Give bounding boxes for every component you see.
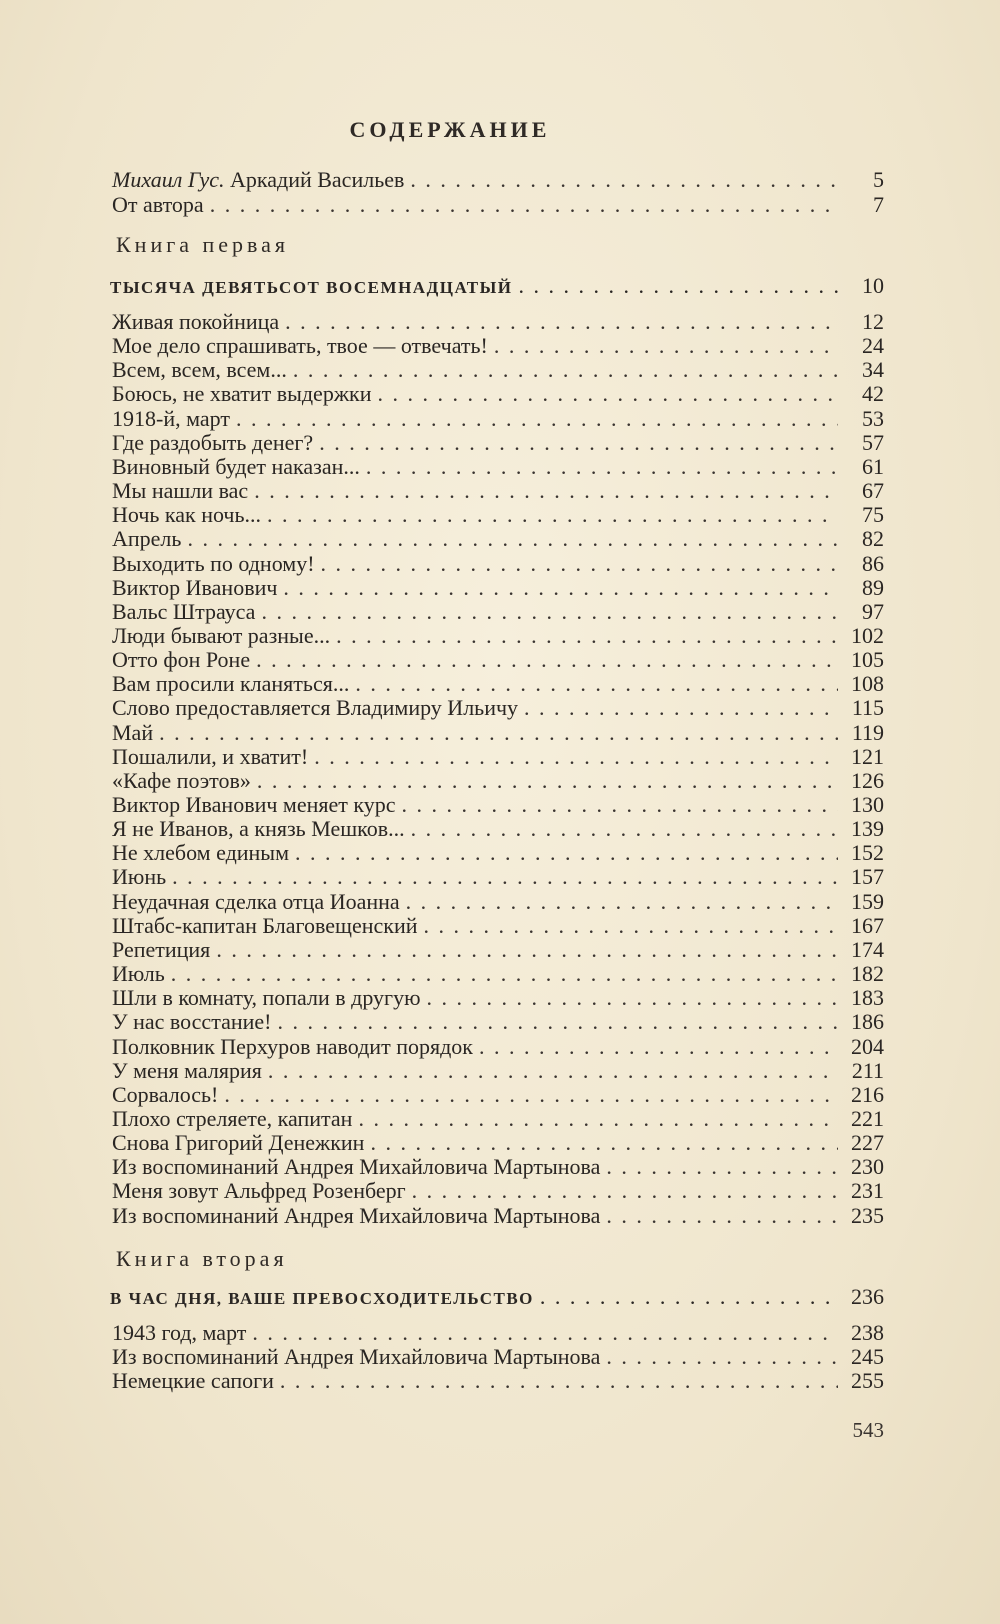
toc-entry-page: 139 [851,816,884,842]
toc-entry-page: 34 [862,357,884,383]
toc-entry-title: Виктор Иванович [112,574,278,600]
part-heading [110,273,884,298]
toc-entry [112,430,884,455]
dot-leader [406,889,838,914]
toc-entry-page: 24 [862,333,884,359]
toc-entry [112,647,884,672]
toc-entry [112,454,884,479]
toc-entry [112,1009,884,1034]
toc-entry-title: Репетиция [112,936,211,962]
toc-entry [112,599,884,624]
toc-entry-page: 75 [862,502,884,528]
dot-leader [370,1130,838,1155]
toc-entry-title: Полковник Перхуров наводит порядок [112,1033,473,1059]
toc-entry-author: Михаил Гус. [112,167,225,192]
toc-entry-title: Шли в комнату, попали в другую [112,985,421,1011]
dot-leader [283,575,838,600]
toc-entry-page: 53 [862,405,884,431]
toc-entry-page: 159 [851,888,884,914]
toc-entry-title: Июль [112,961,165,987]
dot-leader [277,1009,838,1034]
toc-entry [112,1344,884,1369]
toc-entry [112,744,884,769]
toc-entry-title: «Кафе поэтов» [112,767,251,793]
toc-entry [112,889,884,914]
dot-leader [424,913,839,938]
dot-leader [267,502,838,527]
toc-entry [112,406,884,431]
dot-leader [256,647,838,672]
toc-entry-page: 5 [873,167,884,192]
toc-entry-title: Виновный будет наказан... [112,453,360,479]
toc-entry [112,167,884,192]
toc-entry-title: Не хлебом единым [112,840,290,866]
toc-entry [112,1130,884,1155]
page-number: 543 [852,1418,884,1442]
dot-leader [366,454,838,479]
toc-entry-page: 238 [851,1320,884,1345]
dot-leader [261,599,838,624]
dot-leader [606,1203,838,1228]
dot-leader [494,333,838,358]
toc-entry [112,309,884,334]
toc-entry-page: 174 [851,936,884,962]
toc-entry-text: Аркадий Васильев [230,167,405,192]
toc-entry-page: 152 [851,840,884,866]
toc-entry [112,937,884,962]
toc-entry-title: Июнь [112,864,167,890]
toc-entry-page: 121 [851,743,884,769]
toc-entry [112,1178,884,1203]
dot-leader [254,478,838,503]
toc-entry-page: 211 [851,1057,884,1083]
toc-entry [112,526,884,551]
toc-entry-page: 67 [862,478,884,504]
toc-entry [112,551,884,576]
toc-entry-page: 102 [851,622,884,648]
toc-entry [112,864,884,889]
toc-entry [112,1082,884,1107]
toc-entry-title: Виктор Иванович меняет курс [112,792,396,817]
toc-entry-title: Живая покойница [112,309,280,334]
toc-entry [112,671,884,696]
toc-entry-page: 221 [851,1105,884,1131]
toc-entry-title: От автора [112,192,204,217]
dot-leader [236,406,838,431]
toc-entry [112,1203,884,1228]
dot-leader [412,1178,838,1203]
toc-entry-title: Пошалили, и хватит! [112,743,309,769]
book-two-label: Книга вторая [116,1246,288,1271]
dot-leader [171,961,838,986]
toc-entry [112,1154,884,1179]
dot-leader [285,309,838,334]
page-title: СОДЕРЖАНИЕ [349,117,551,142]
toc-entry [112,961,884,986]
toc-entry-page: 7 [873,192,884,217]
toc-entry-title: Снова Григорий Денежкин [112,1130,365,1156]
toc-entry-page: 157 [851,864,884,890]
toc-entry-title: Штабс-капитан Благовещенский [112,912,418,938]
toc-entry-title: 1943 год, март [112,1320,247,1345]
toc-entry-page: 108 [851,671,884,697]
dot-leader [172,864,838,889]
toc-entry-page: 182 [851,961,884,987]
part-title: В ЧАС ДНЯ, ВАШЕ ПРЕВОСХОДИТЕЛЬСТВО [110,1289,534,1308]
toc-entry-title: Из воспоминаний Андрея Михайловича Мартынова [112,1154,601,1180]
dot-leader [321,551,838,576]
toc-entry [112,623,884,648]
toc-entry-title: Меня зовут Альфред Розенберг [112,1178,406,1204]
toc-entry-page: 186 [851,1009,884,1035]
toc-entry [112,381,884,406]
toc-entry-page: 167 [851,912,884,938]
part-heading [110,1284,884,1309]
toc-entry [112,502,884,527]
toc-entry-title: У нас восстание! [112,1009,272,1035]
toc-entry-title: Неудачная сделка отца Иоанна [112,888,400,914]
toc-entry [112,478,884,503]
dot-leader [540,1284,838,1310]
toc-entry-title: Слово предоставляется Владимиру Ильичу [112,695,519,721]
toc-entry [112,357,884,382]
dot-leader [268,1058,838,1083]
toc-entry [112,913,884,938]
dot-leader [319,430,838,455]
toc-entry-page: 231 [851,1178,884,1204]
toc-entry [112,792,884,817]
toc-entry-page: 57 [862,429,884,455]
toc-entry [112,1368,884,1393]
dot-leader [411,816,838,841]
toc-entry-page: 255 [851,1368,884,1394]
toc-entry-page: 105 [851,647,884,673]
toc-entry-page: 86 [862,550,884,576]
dot-leader [479,1034,838,1059]
toc-entry [112,1106,884,1131]
toc-entry-page: 61 [862,453,884,479]
toc-entry [112,333,884,358]
dot-leader [280,1368,838,1393]
dot-leader [402,792,838,817]
dot-leader [295,840,838,865]
toc-entry [112,1034,884,1059]
dot-leader [210,192,838,217]
toc-entry-title [112,167,404,192]
toc-entry-title: Мое дело спрашивать, твое — отвечать! [112,333,488,359]
dot-leader [257,768,838,793]
toc-entry-title: Из воспоминаний Андрея Михайловича Мартынова [112,1344,601,1370]
dot-leader [187,526,838,551]
toc-entry [112,840,884,865]
toc-entry-page: 204 [851,1033,884,1059]
toc-entry-title: Отто фон Роне [112,647,251,673]
dot-leader [216,937,838,962]
toc-entry [112,1320,884,1345]
toc-entry [112,985,884,1010]
toc-entry-title: Ночь как ночь... [112,502,262,528]
toc-entry-page: 126 [851,767,884,793]
toc-entry-title: Из воспоминаний Андрея Михайловича Мартынова [112,1202,601,1228]
toc-entry [112,695,884,720]
toc-entry-page: 89 [862,574,884,600]
toc-entry-title: Вальс Штрауса [112,598,256,624]
dot-leader [355,671,838,696]
toc-entry-page: 115 [851,695,884,721]
toc-entry-title: Плохо стреляете, капитан [112,1105,353,1131]
toc-entry-page: 119 [851,719,884,745]
toc-entry-title: Мы нашли вас [112,478,249,504]
toc-entry-title: Вам просили кланяться... [112,671,350,697]
toc-entry-page: 245 [851,1344,884,1370]
toc-entry-page: 235 [851,1202,884,1228]
part-page: 10 [862,273,884,298]
toc-entry-title: Я не Иванов, а князь Мешков... [112,816,405,842]
dot-leader [293,357,838,382]
dot-leader [606,1344,838,1369]
toc-entry-title: Боюсь, не хватит выдержки [112,381,372,407]
toc-entry-page: 82 [862,526,884,552]
dot-leader [224,1082,838,1107]
dot-leader [159,720,838,745]
toc-entry-page: 227 [851,1130,884,1156]
toc-entry [112,575,884,600]
toc-entry-title: Люди бывают разные... [112,622,331,648]
toc-entry [112,192,884,217]
toc-entry-page: 12 [862,309,884,334]
toc-entry-title: Сорвалось! [112,1081,219,1107]
dot-leader [606,1154,838,1179]
toc-entry-title: Немецкие сапоги [112,1368,274,1394]
dot-leader [378,381,839,406]
toc-entry-title: Выходить по одному! [112,550,315,576]
dot-leader [358,1106,838,1131]
toc-entry-page: 216 [851,1081,884,1107]
toc-entry [112,816,884,841]
part-title: ТЫСЯЧА ДЕВЯТЬСОТ ВОСЕМНАДЦАТЫЙ [110,278,513,297]
part-page: 236 [851,1284,884,1309]
toc-entry-page: 97 [862,598,884,624]
toc-entry [112,720,884,745]
toc-entry-title: У меня малярия [112,1057,262,1083]
toc-entry [112,768,884,793]
book-one-label: Книга первая [116,232,290,257]
dot-leader [314,744,838,769]
toc-entry-title: Где раздобыть денег? [112,429,314,455]
toc-entry-page: 230 [851,1154,884,1180]
dot-leader [336,623,838,648]
toc-entry-page: 183 [851,985,884,1011]
toc-entry-title: 1918-й, март [112,405,230,431]
dot-leader [519,273,838,299]
dot-leader [252,1320,838,1345]
dot-leader [410,167,838,192]
toc-entry-title: Апрель [112,526,182,552]
dot-leader [427,985,838,1010]
toc-entry-page: 130 [851,792,884,817]
toc-entry [112,1058,884,1083]
toc-entry-title: Май [112,719,154,745]
dot-leader [524,695,838,720]
toc-entry-title: Всем, всем, всем... [112,357,287,383]
toc-entry-page: 42 [862,381,884,407]
